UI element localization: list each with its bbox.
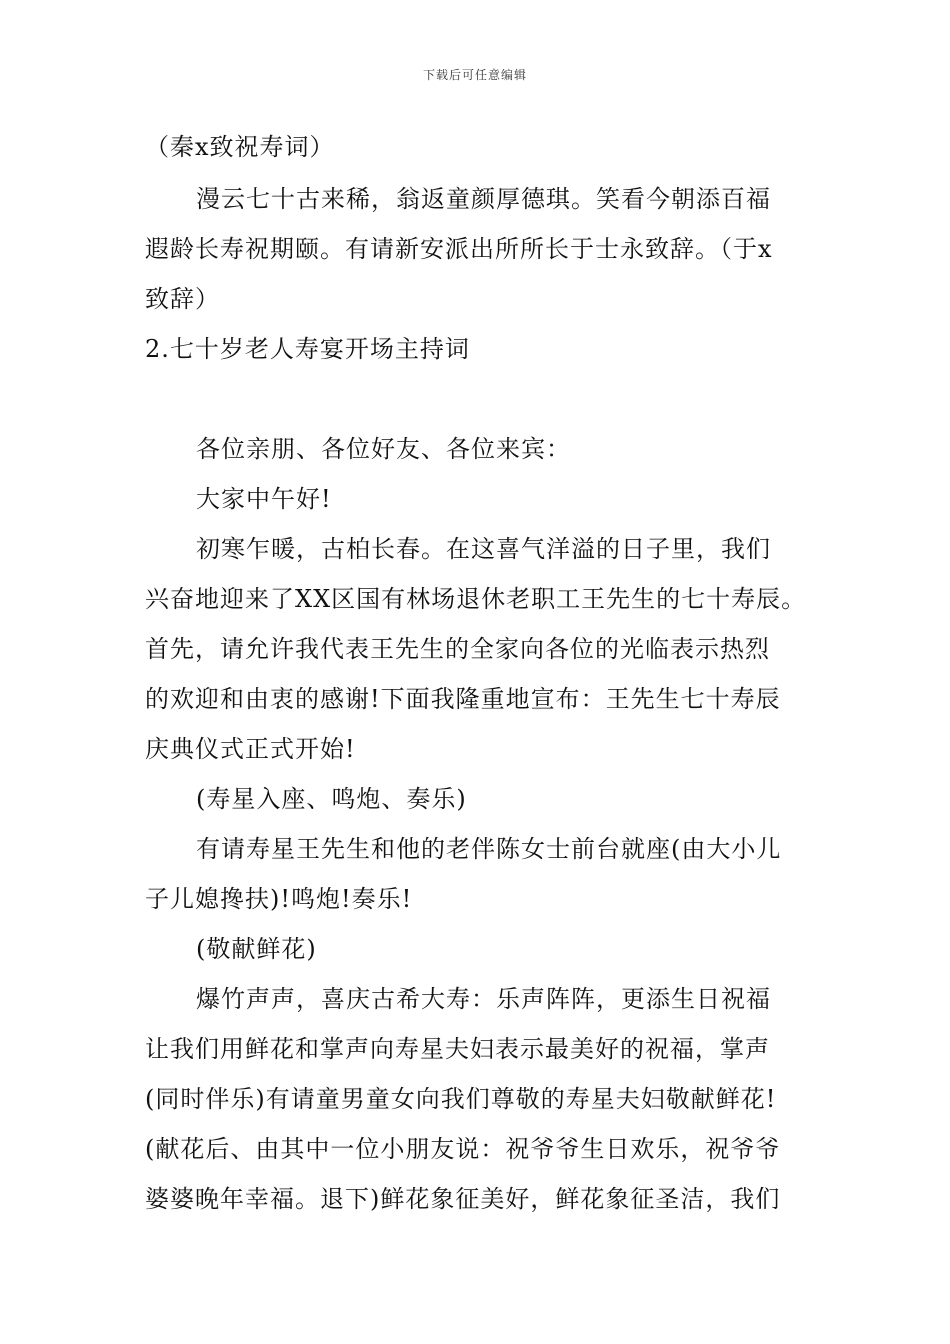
section-heading: 2.七十岁老人寿宴开场主持词 bbox=[145, 335, 470, 363]
paragraph-line: (同时伴乐)有请童男童女向我们尊敬的寿星夫妇敬献鲜花! bbox=[145, 1085, 777, 1113]
paragraph-line: 大家中午好! bbox=[196, 485, 332, 513]
paragraph-line: 首先，请允许我代表王先生的全家向各位的光临表示热烈 bbox=[145, 635, 770, 663]
paragraph-line: 让我们用鲜花和掌声向寿星夫妇表示最美好的祝福，掌声 bbox=[145, 1035, 770, 1063]
paragraph-line: (寿星入座、鸣炮、奏乐) bbox=[196, 785, 467, 813]
paragraph-line: 爆竹声声，喜庆古希大寿：乐声阵阵，更添生日祝福 bbox=[196, 985, 771, 1013]
paragraph-line: 有请寿星王先生和他的老伴陈女士前台就座(由大小儿 bbox=[196, 835, 782, 863]
paragraph-line: (敬献鲜花) bbox=[196, 935, 317, 963]
paragraph-line: 庆典仪式正式开始! bbox=[145, 735, 356, 763]
paragraph-line: 遐龄长寿祝期颐。有请新安派出所所长于士永致辞。（于x bbox=[145, 235, 773, 263]
paragraph-line: 漫云七十古来稀，翁返童颜厚德琪。笑看今朝添百福 bbox=[196, 185, 771, 213]
paragraph-line: 兴奋地迎来了XX区国有林场退休老职工王先生的七十寿辰。 bbox=[145, 585, 807, 613]
paragraph-line: 的欢迎和由衷的感谢!下面我隆重地宣布：王先生七十寿辰 bbox=[145, 685, 781, 713]
paragraph-line: 婆婆晚年幸福。退下)鲜花象征美好，鲜花象征圣洁，我们 bbox=[145, 1185, 781, 1213]
page-header: 下载后可任意编辑 bbox=[422, 68, 527, 82]
paragraph-line: 各位亲朋、各位好友、各位来宾： bbox=[196, 435, 571, 463]
paragraph-line: 子儿媳搀扶)!鸣炮!奏乐! bbox=[145, 885, 413, 913]
paragraph-line: 初寒乍暖，古柏长春。在这喜气洋溢的日子里，我们 bbox=[196, 535, 771, 563]
paragraph-line: 致辞） bbox=[145, 285, 220, 313]
paragraph-line: (献花后、由其中一位小朋友说：祝爷爷生日欢乐，祝爷爷 bbox=[145, 1135, 781, 1163]
paragraph-line: （秦x致祝寿词） bbox=[145, 133, 335, 161]
